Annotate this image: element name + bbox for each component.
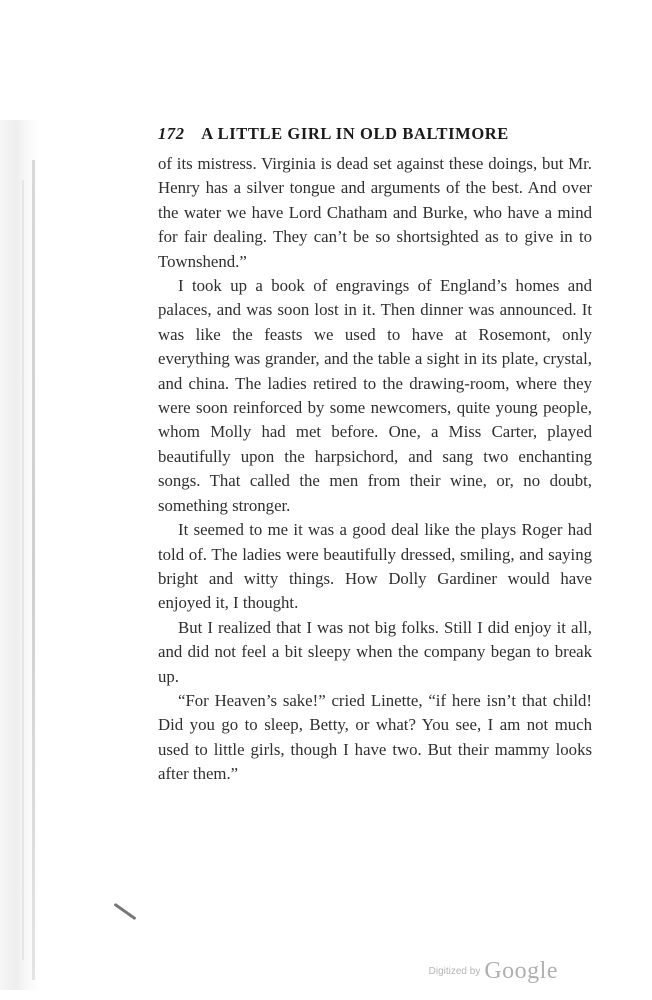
paragraph: But I realized that I was not big folks. Still I did enjoy it all, and did not feel a bit sleepy when the company began to break up. [158,617,592,686]
paragraph: It seemed to me it was a good deal like the plays Roger had told of. The ladies were beautifully dressed, smiling, and saying bright and witty things. How Dolly Gardiner would have enjoyed it, I thought. [158,520,592,613]
running-title: A LITTLE GIRL IN OLD BALTIMORE [201,124,509,143]
running-header [158,124,592,146]
paragraph-continued: of its mistress. Virginia is dead set against these doings, but Mr. Henry has a silver tongue and arguments of the best. And over the water we have Lord Chatham and Burke, who have a mind for fair dealing. They can’t be so shortsighted as to give in to Townshend.” [158,154,592,271]
google-logo: Google [484,958,558,984]
watermark-prefix: Digitized by [428,966,481,977]
paragraph: I took up a book of engravings of England’s homes and palaces, and was soon lost in it. Then dinner was announced. It was like the feasts we used to have at Rosemont, only everything was grander, and the table a sight in its plate, crystal, and china. The ladies retired to the drawing-room, where they were soon reinforced by some newcomers, quite young people, whom Molly had met before. One, a Miss Carter, played beautifully upon the harpsichord, and sang two enchanting songs. That called the men from their wine, or, no doubt, something stronger. [158,276,592,515]
paragraph: “For Heaven’s sake!” cried Linette, “if here isn’t that child! Did you go to sleep, Betty, or what? You see, I am not much used to little girls, though I have two. But their mammy looks after them.” [158,690,592,784]
page-number: 172 [158,124,185,143]
scan-edge-line [32,160,35,980]
scan-smudge-mark [113,903,136,920]
body-text [158,152,592,787]
digitized-watermark [429,958,558,985]
scan-edge-line-faint [22,180,24,960]
